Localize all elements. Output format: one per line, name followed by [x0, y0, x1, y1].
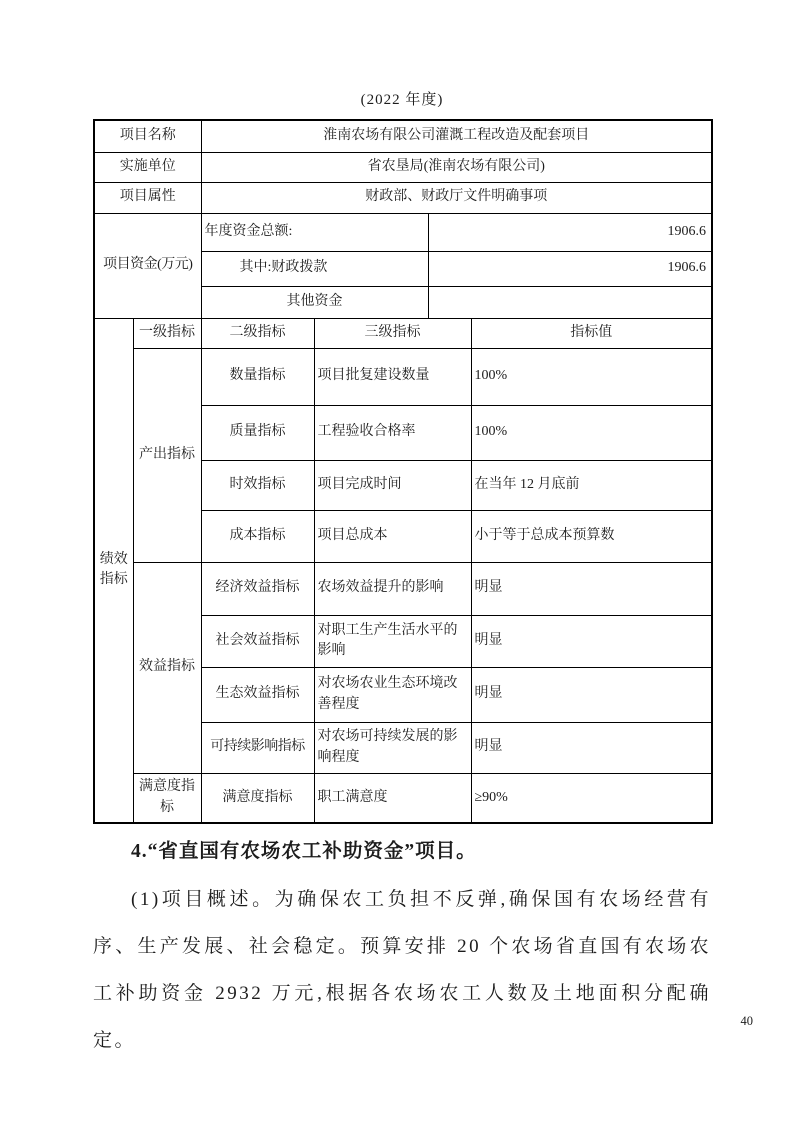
indicator-level3: 农场效益提升的影响 [314, 562, 471, 615]
project-name-value: 淮南农场有限公司灌溉工程改造及配套项目 [201, 120, 712, 152]
funds-other-label: 其他资金 [201, 286, 428, 318]
indicator-level3: 工程验收合格率 [314, 405, 471, 460]
indicator-level3: 项目总成本 [314, 510, 471, 562]
implement-unit-label: 实施单位 [94, 152, 201, 182]
indicator-level3: 职工满意度 [314, 773, 471, 823]
header-level2: 二级指标 [201, 318, 314, 348]
group-output-label: 产出指标 [133, 348, 201, 562]
page-number: 40 [740, 1014, 753, 1028]
implement-unit-value: 省农垦局(淮南农场有限公司) [201, 152, 712, 182]
performance-indicator-label: 绩效指标 [94, 318, 133, 823]
table-row [94, 348, 712, 405]
indicator-level3: 对农场农业生态环境改善程度 [314, 667, 471, 722]
project-performance-table [93, 119, 713, 824]
table-row [94, 120, 712, 152]
indicator-value: 明显 [471, 667, 712, 722]
indicator-level2: 时效指标 [201, 460, 314, 510]
table-row [94, 152, 712, 182]
indicator-value: 100% [471, 348, 712, 405]
indicator-value: 明显 [471, 562, 712, 615]
section-paragraph: (1)项目概述。为确保农工负担不反弹,确保国有农场经营有序、生产发展、社会稳定。预算安排 20 个农场省直国有农场农工补助资金 2932 万元,根据各农场农工人数及土地面积分配确定。 [93, 889, 711, 1052]
body-text-section [93, 836, 711, 1064]
indicator-level3: 对职工生产生活水平的影响 [314, 615, 471, 667]
indicator-value: ≥90% [471, 773, 712, 823]
indicator-value: 在当年 12 月底前 [471, 460, 712, 510]
indicator-level3: 项目批复建设数量 [314, 348, 471, 405]
group-satisfaction-label: 满意度指标 [133, 773, 201, 823]
indicator-level2: 满意度指标 [201, 773, 314, 823]
indicator-level2: 可持续影响指标 [201, 722, 314, 773]
table-row [94, 562, 712, 615]
funds-total-label: 年度资金总额: [201, 213, 428, 251]
indicator-value: 小于等于总成本预算数 [471, 510, 712, 562]
funds-other-value [428, 286, 712, 318]
table-row [94, 213, 712, 251]
indicator-level3: 对农场可持续发展的影响程度 [314, 722, 471, 773]
header-level3: 三级指标 [314, 318, 471, 348]
indicator-level2: 经济效益指标 [201, 562, 314, 615]
table-row [94, 773, 712, 823]
indicator-value: 明显 [471, 615, 712, 667]
funds-fiscal-value: 1906.6 [428, 251, 712, 286]
header-level1: 一级指标 [133, 318, 201, 348]
project-attribute-value: 财政部、财政厅文件明确事项 [201, 182, 712, 213]
project-funds-label: 项目资金(万元) [94, 213, 201, 318]
indicator-level2: 生态效益指标 [201, 667, 314, 722]
indicator-level2: 成本指标 [201, 510, 314, 562]
indicator-level2: 数量指标 [201, 348, 314, 405]
header-value: 指标值 [471, 318, 712, 348]
group-benefit-label: 效益指标 [133, 562, 201, 773]
indicator-value: 100% [471, 405, 712, 460]
indicator-level2: 质量指标 [201, 405, 314, 460]
indicator-level3: 项目完成时间 [314, 460, 471, 510]
project-name-label: 项目名称 [94, 120, 201, 152]
funds-fiscal-label: 其中:财政拨款 [201, 251, 428, 286]
project-attribute-label: 项目属性 [94, 182, 201, 213]
funds-total-value: 1906.6 [428, 213, 712, 251]
table-row [94, 182, 712, 213]
indicator-header-row [94, 318, 712, 348]
section-heading: 4.“省直国有农场农工补助资金”项目。 [131, 841, 477, 862]
page-title: (2022 年度) [360, 92, 444, 108]
indicator-level2: 社会效益指标 [201, 615, 314, 667]
indicator-value: 明显 [471, 722, 712, 773]
